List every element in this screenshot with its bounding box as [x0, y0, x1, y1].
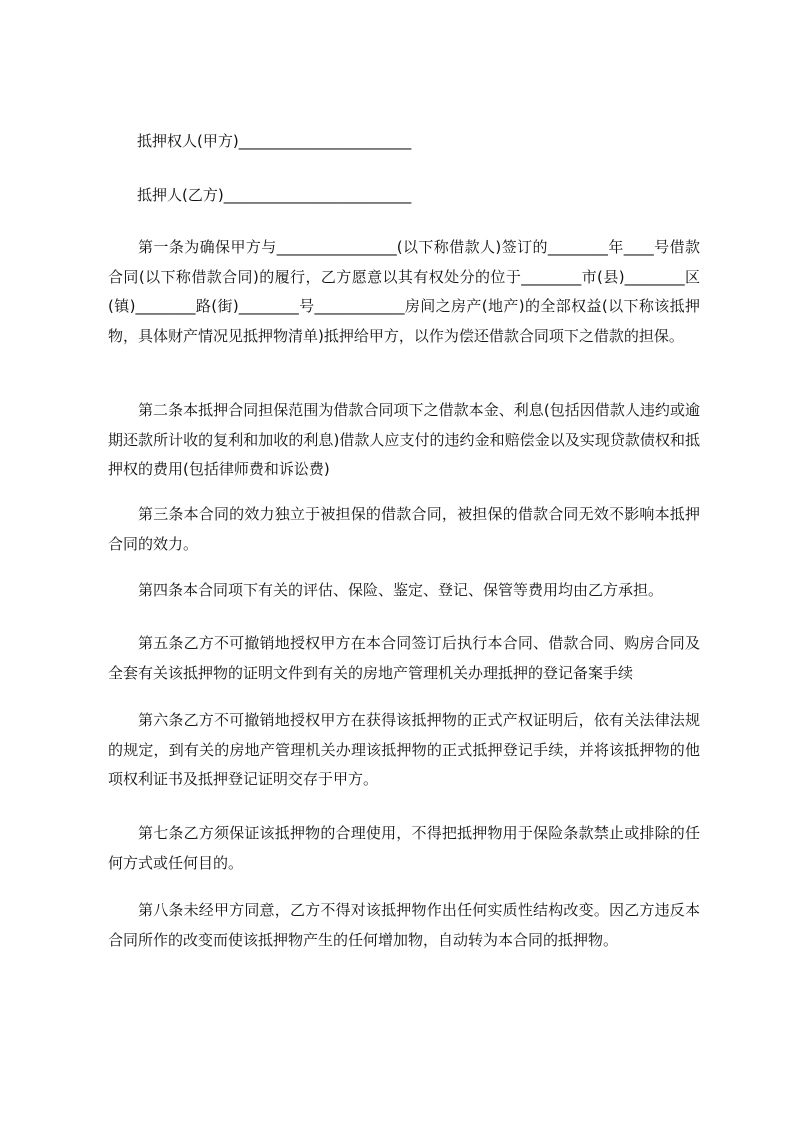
party-a-line: 抵押权人(甲方)_______________________	[137, 132, 412, 150]
clause-3: 第三条本合同的效力独立于被担保的借款合同，被担保的借款合同无效不影响本抵押合同的效力。	[108, 505, 700, 553]
clause-7: 第七条乙方须保证该抵押物的合理使用，不得把抵押物用于保险条款禁止或排除的任何方式或任何目的。	[108, 824, 700, 872]
clause-6: 第六条乙方不可撤销地授权甲方在获得该抵押物的正式产权证明后，依有关法律法规的规定，到有关的房地产管理机关办理该抵押物的正式抵押登记手续，并将该抵押物的他项权利证书及抵押登记证明交存于甲方。	[108, 711, 700, 788]
clause-1: 第一条为确保甲方与________________(以下称借款人)签订的________年____号借款合同(以下称借款合同)的履行，乙方愿意以其有权处分的位于________市(县)________区(镇)________路(街)________号____________房间之房产(地产)的全部权益(以下称该抵押物，具体财产情况见抵押物清单)抵押给甲方，以作为偿还借款合同项下之借款的担保。	[108, 238, 700, 345]
clause-8: 第八条未经甲方同意，乙方不得对该抵押物作出任何实质性结构改变。因乙方违反本合同所作的改变而使该抵押物产生的任何增加物，自动转为本合同的抵押物。	[108, 901, 700, 949]
clause-5: 第五条乙方不可撤销地授权甲方在本合同签订后执行本合同、借款合同、购房合同及全套有关该抵押物的证明文件到有关的房地产管理机关办理抵押的登记备案手续	[108, 634, 700, 682]
party-b-line: 抵押人(乙方)_________________________	[137, 186, 412, 204]
clause-2: 第二条本抵押合同担保范围为借款合同项下之借款本金、利息(包括因借款人违约或逾期还款所计收的复利和加收的利息)借款人应支付的违约金和赔偿金以及实现贷款债权和抵押权的费用(包括律师费和诉讼费)	[108, 401, 700, 478]
clause-4: 第四条本合同项下有关的评估、保险、鉴定、登记、保管等费用均由乙方承担。	[138, 581, 664, 599]
